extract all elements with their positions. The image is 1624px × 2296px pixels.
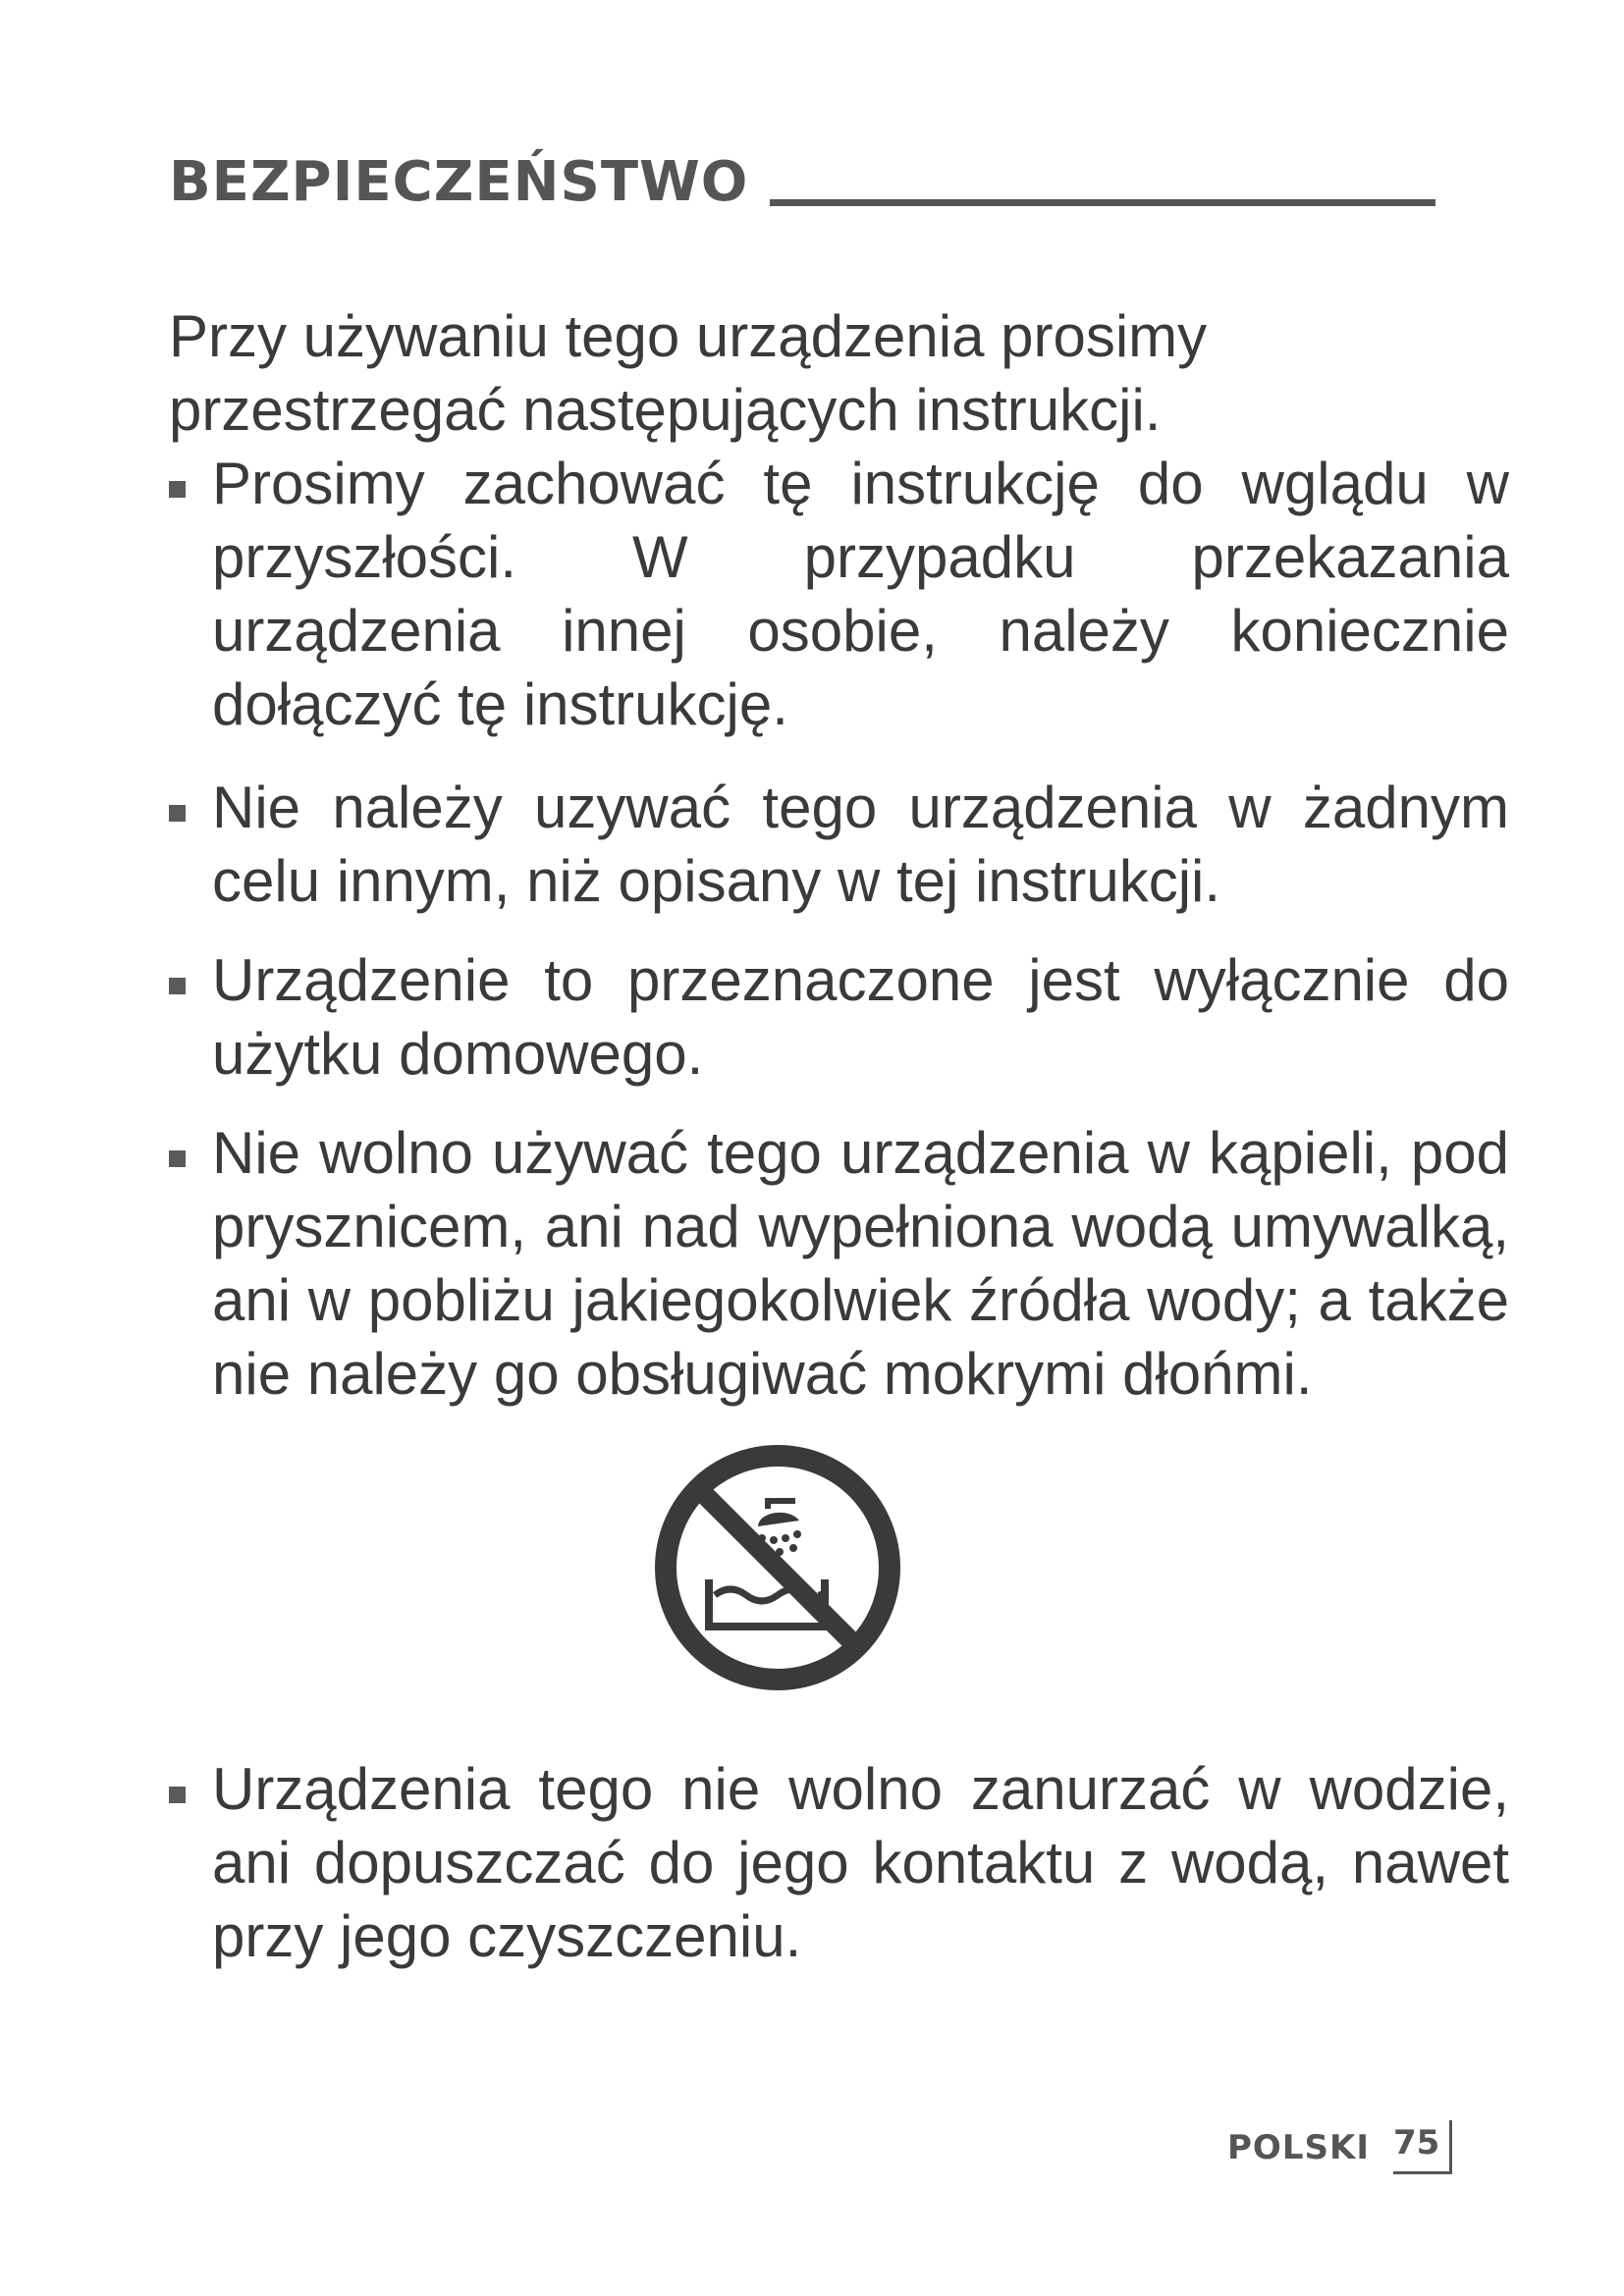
list-item-text: Nie wolno używać tego urządzenia w kąpieli, pod prysznicem, ani nad wypełniona wodą umywalką, ani w pobliżu jakiegokolwiek źródła wody; a także nie należy go obsługiwać mokrymi dłońmi. xyxy=(212,1120,1509,1407)
bullet-list xyxy=(169,447,1509,1411)
footer-language: POLSKI xyxy=(1227,2127,1370,2167)
list-item xyxy=(169,771,1509,918)
section-heading-row xyxy=(169,150,1435,214)
no-bath-shower-icon xyxy=(652,1442,903,1693)
content xyxy=(169,299,1509,1973)
list-item xyxy=(169,1116,1509,1411)
heading-rule xyxy=(770,199,1435,206)
bullet-square-icon xyxy=(169,481,186,498)
intro-paragraph: Przy używaniu tego urządzenia prosimy przestrzegać następujących instrukcji. xyxy=(169,303,1208,443)
page-footer xyxy=(1227,2120,1452,2174)
list-item-text: Urządzenia tego nie wolno zanurzać w wodzie, ani dopuszczać do jego kontaktu z wodą, nawet przy jego czyszczeniu. xyxy=(212,1756,1509,1969)
list-item-text: Urządzenie to przeznaczone jest wyłącznie do użytku domowego. xyxy=(212,947,1509,1087)
list-item xyxy=(169,1752,1509,1973)
list-item xyxy=(169,943,1509,1091)
page-number: 75 xyxy=(1393,2120,1452,2174)
list-item xyxy=(169,447,1509,741)
bullet-square-icon xyxy=(169,1150,186,1167)
bullet-square-icon xyxy=(169,978,186,994)
bullet-list-2 xyxy=(169,1752,1509,1973)
bullet-square-icon xyxy=(169,1787,186,1803)
list-item-text: Nie należy uzywać tego urządzenia w żadnym celu innym, niż opisany w tej instrukcji. xyxy=(212,774,1509,914)
list-item-text: Prosimy zachować tę instrukcję do wglądu w przyszłości. W przypadku przekazania urządzenia innej osobie, należy koniecznie dołączyć tę instrukcję. xyxy=(212,451,1509,737)
warning-sign xyxy=(169,1442,1509,1693)
bullet-square-icon xyxy=(169,805,186,822)
section-heading: BEZPIECZEŃSTWO xyxy=(169,150,749,214)
